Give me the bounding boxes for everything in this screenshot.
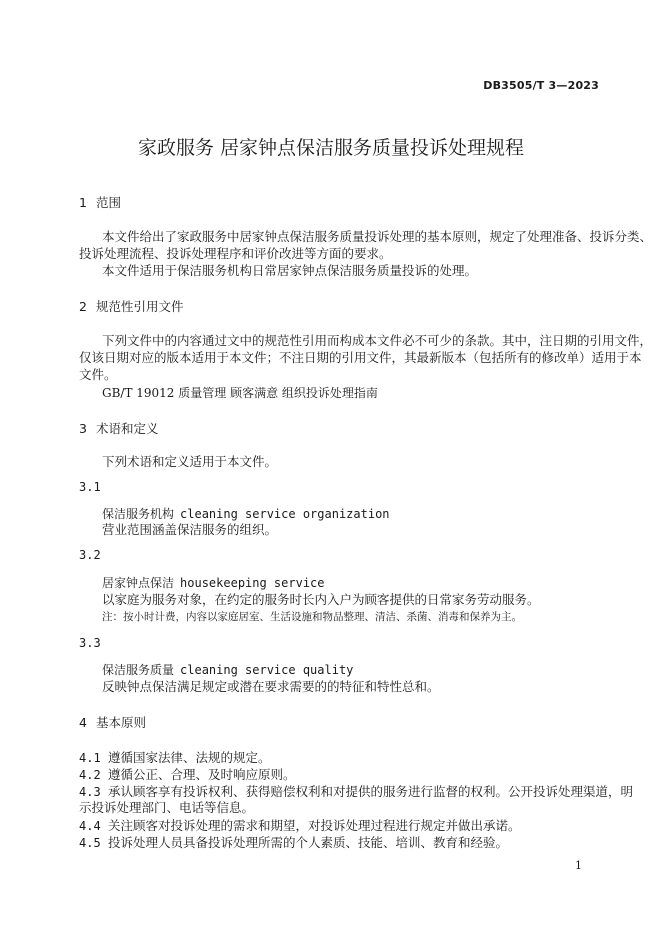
clause-number: 4.5 (79, 836, 101, 850)
section-title: 基本原则 (96, 715, 147, 730)
clause-text: 遵循公正、合理、及时响应原则。 (108, 767, 296, 782)
section-title: 术语和定义 (96, 421, 159, 436)
term-number: 3.1 (79, 480, 101, 494)
clause-number: 4.1 (79, 751, 101, 765)
document-title: 家政服务 居家钟点保洁服务质量投诉处理规程 (137, 137, 525, 159)
clause-item (79, 816, 521, 834)
clause-number: 4.2 (79, 768, 101, 782)
term-number: 3.3 (79, 636, 101, 650)
section-number: 4 (79, 715, 87, 730)
term-entry (102, 661, 353, 678)
paragraph-line: 下列术语和定义适用于本文件。 (102, 454, 278, 469)
term-definition: 反映钟点保洁满足规定或潜在要求需要的的特征和特性总和。 (102, 679, 440, 694)
clause-text: 关注顾客对投诉处理的需求和期望，对投诉处理过程进行规定并做出承诺。 (108, 818, 521, 833)
reference-item: GB/T 19012 质量管理 顾客满意 组织投诉处理指南 (102, 386, 378, 400)
section-number: 2 (79, 299, 87, 314)
paragraph-line: 文件。 (79, 367, 117, 382)
clause-text: 承认顾客享有投诉权利、获得赔偿权利和对提供的服务进行监督的权利。公开投诉处理渠道，明 (108, 784, 634, 799)
section-number: 1 (79, 195, 87, 210)
clause-item (79, 748, 271, 766)
paragraph-line: 仅该日期对应的版本适用于本文件；不注日期的引用文件，其最新版本（包括所有的修改单）适用于本 (79, 350, 642, 365)
section-heading-references (79, 297, 184, 315)
term-number: 3.2 (79, 548, 101, 562)
standard-code: DB3505/T 3—2023 (483, 79, 599, 92)
paragraph-line: 本文件给出了家政服务中居家钟点保洁服务质量投诉处理的基本原则，规定了处理准备、投诉分类、 (102, 229, 653, 244)
clause-item (79, 833, 508, 851)
clause-text: 遵循国家法律、法规的规定。 (108, 750, 271, 765)
clause-item (79, 782, 633, 800)
term-definition: 营业范围涵盖保洁服务的组织。 (102, 522, 278, 537)
clause-continuation: 示投诉处理部门、电话等信息。 (79, 800, 255, 815)
term-english: cleaning service quality (180, 663, 354, 677)
term-entry (102, 505, 390, 522)
term-definition: 以家庭为服务对象，在约定的服务时长内入户为顾客提供的日常家务劳动服务。 (102, 592, 540, 607)
section-title: 规范性引用文件 (96, 299, 184, 314)
section-number: 3 (79, 421, 87, 436)
term-note: 注：按小时计费，内容以家庭居室、生活设施和物品整理、清洁、杀菌、消毒和保养为主。 (102, 611, 522, 623)
clause-text: 投诉处理人员具备投诉处理所需的个人素质、技能、培训、教育和经验。 (108, 835, 509, 850)
term-chinese: 保洁服务机构 (102, 507, 175, 521)
term-chinese: 保洁服务质量 (102, 663, 175, 677)
term-english: cleaning service organization (180, 507, 390, 521)
section-heading-scope (79, 193, 121, 211)
paragraph-line: 下列文件中的内容通过文中的规范性引用而构成本文件必不可少的条款。其中，注日期的引用文件， (102, 333, 653, 348)
term-english: housekeeping service (180, 576, 325, 590)
section-heading-principles (79, 713, 146, 731)
paragraph-line: 投诉处理流程、投诉处理程序和评价改进等方面的要求。 (79, 246, 392, 261)
clause-item (79, 765, 296, 783)
clause-number: 4.3 (79, 785, 101, 799)
section-title: 范围 (96, 195, 122, 210)
term-entry (102, 574, 325, 591)
term-chinese: 居家钟点保洁 (102, 576, 175, 590)
paragraph-line: 本文件适用于保洁服务机构日常居家钟点保洁服务质量投诉的处理。 (102, 263, 478, 278)
clause-number: 4.4 (79, 819, 101, 833)
page-number: 1 (575, 859, 582, 872)
section-heading-terms (79, 419, 159, 437)
